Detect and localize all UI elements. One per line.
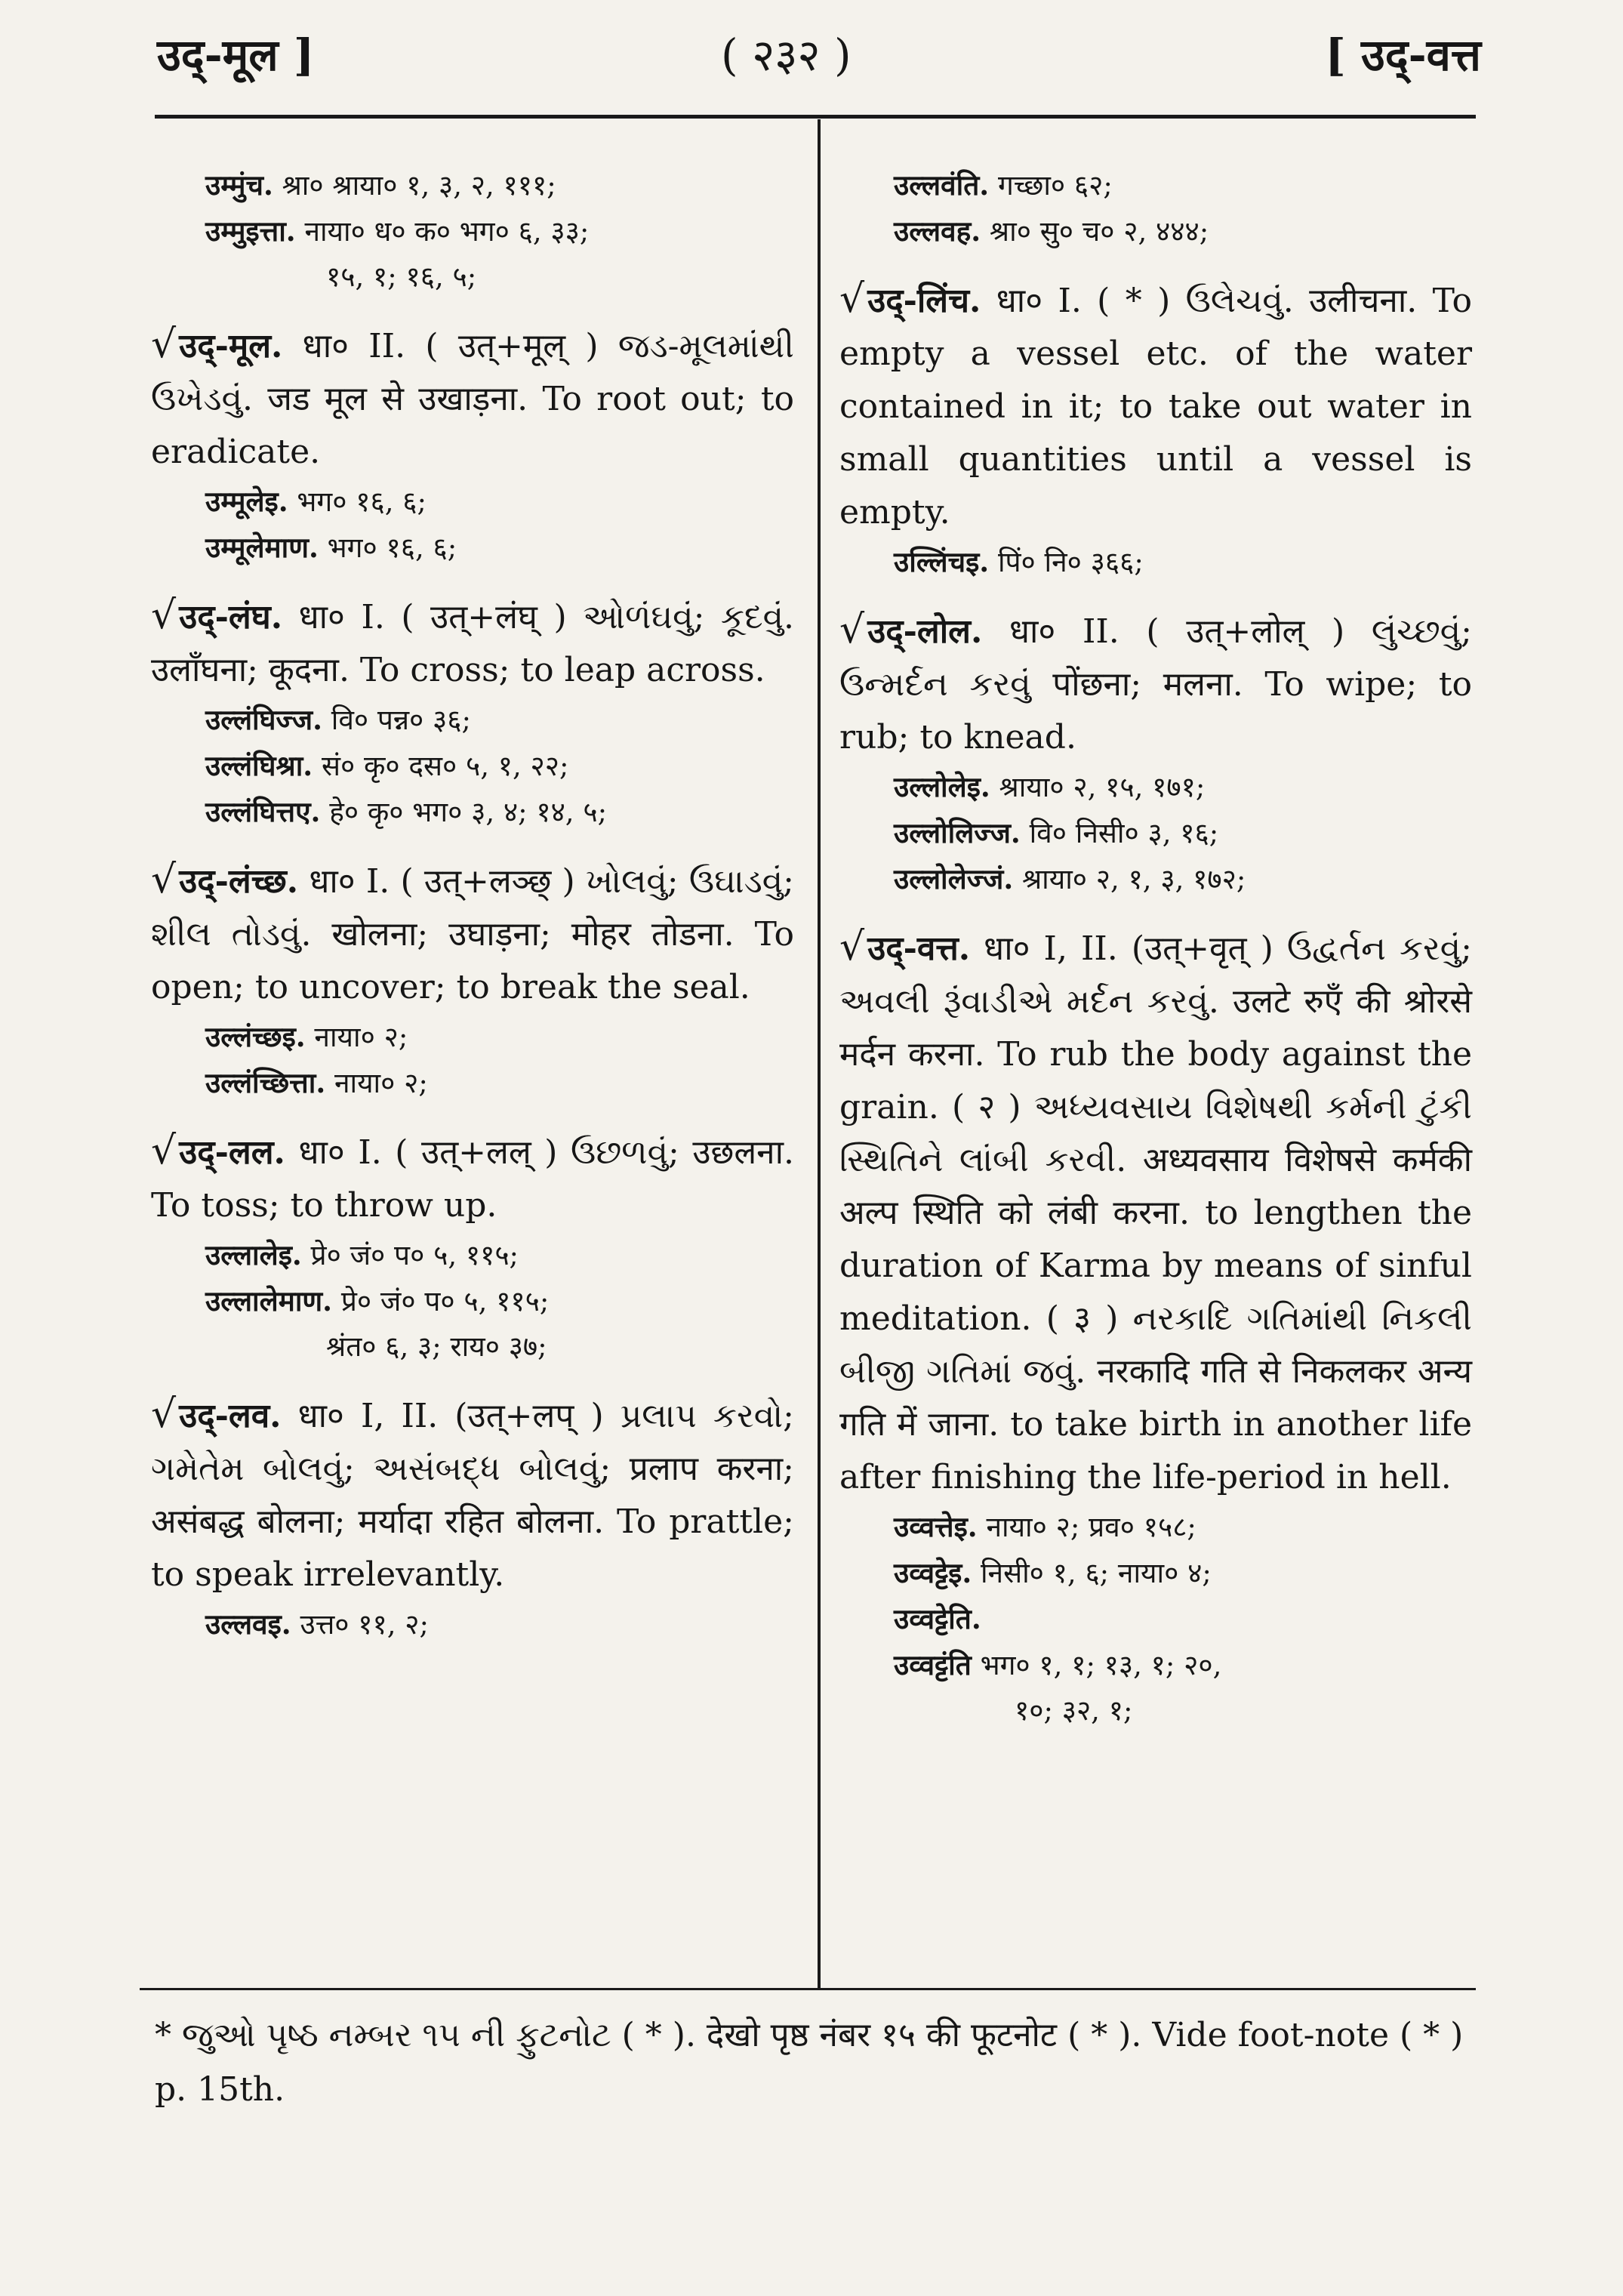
reference-line [151, 1278, 794, 1370]
reference-continuation: श्रंत० ६, ३; राय० ३७; [326, 1330, 547, 1363]
dictionary-entry [151, 853, 794, 1106]
reference-form: उल्लिंचइ. [894, 545, 990, 578]
dictionary-entry [151, 589, 794, 835]
entry-headword: उद्-मूल. [179, 327, 283, 365]
entry-body: धा० II. ( उत्+मूल् ) જડ-મૂલમાંથી ઉખેડવું. जड मूल से उखाड़ना. To root out; to eradicate. [151, 327, 794, 471]
check-mark: √ [151, 857, 177, 902]
reference-form: उल्लालेमाण. [205, 1284, 333, 1318]
entry-definition [839, 920, 1472, 1504]
reference-line [151, 789, 794, 835]
entry-definition [839, 603, 1472, 764]
entry-body: धा० I. ( उत्+लल् ) ઉછળવું; उछलना. To toss; to throw up. [151, 1133, 794, 1225]
reference-line [151, 208, 794, 300]
check-mark: √ [151, 1128, 177, 1173]
reference-form: उल्लालेइ. [205, 1238, 302, 1271]
entry-definition [839, 273, 1472, 539]
reference-form: उव्वट्टेति. [894, 1602, 981, 1635]
entry-headword: उद्-लंघ. [179, 598, 283, 636]
page-number: ( २३२ ) [721, 29, 852, 81]
reference-form: उम्मूलेइ. [205, 485, 288, 518]
reference-line [839, 1504, 1472, 1550]
reference-line [151, 162, 794, 208]
reference-form: उल्लंच्छित्ता. [205, 1066, 326, 1099]
reference-citation: प्रे० जं० प० ५, ११५; [340, 1285, 550, 1318]
reference-form: उव्वट्टंति [894, 1648, 972, 1681]
reference-line [151, 1014, 794, 1060]
reference-citation: नाया० २; [334, 1067, 428, 1099]
check-mark: √ [839, 607, 865, 652]
reference-form: उल्लवंति. [894, 168, 990, 202]
check-mark: √ [151, 593, 177, 638]
reference-line [839, 162, 1472, 208]
reference-form: उम्मूलेमाण. [205, 531, 319, 564]
reference-line [151, 479, 794, 525]
reference-line [151, 525, 794, 571]
reference-form: उव्वत्तेइ. [894, 1510, 978, 1543]
entry-body: धा० I, II. (उत्+लप् ) પ્રલાપ કરવો; ગમેતેમ બોલવું; અસંબદ્ધ બોલવું; प्रलाप करना; असंबद्ध बोलना; मर्यादा रहित बोलना. To prattle; to speak irrelevantly. [151, 1397, 794, 1594]
dictionary-entry [839, 273, 1472, 585]
reference-line [151, 1060, 794, 1106]
reference-line [839, 1550, 1472, 1596]
entry-body: धा० I. ( उत्+लंघ् ) ઓળંઘવું; કૂદવું. उलाँघना; कूदना. To cross; to leap across. [151, 598, 794, 689]
reference-form: उल्लंच्छइ. [205, 1020, 306, 1053]
reference-continuation: १५, १; १६, ५; [326, 260, 477, 293]
reference-form: उव्वट्टेइ. [894, 1556, 972, 1589]
right-column [839, 162, 1472, 1752]
reference-citation: श्राया० २, १, ३, १७२; [1021, 863, 1246, 895]
top-rule [155, 115, 1476, 119]
reference-form: उल्लंघिज्ज. [205, 703, 322, 736]
reference-form: उल्लवइ. [205, 1607, 291, 1641]
reference-citation: श्राया० २, १५, १७१; [999, 771, 1206, 803]
entry-body: धा० I, II. (उत्+वृत् ) ઉદ્વર્તન કરવું; અવલી રૂંવાડીએ મર્દન કરવું. उलटे रुएँ की श्रोरसे मर्दन करना. To rub the body against the grain. ( २ ) અધ્યવસાય વિશેષથી કર્મની ટુંકી સ્થિતિને લાંબી કરવી. अध्यवसाय विशेषसे कर्मकी अल्प स्थिति को लंबी करना. to lengthen the duration of Karma by means of sinful meditation. ( ३ ) નરકાદિ ગતિમાંથી નિકલી બીજી ગતિમાં જવું. नरकादि गति से निकलकर अन्य गति में जाना. to take birth in another life after finishing the life-period in hell. [839, 929, 1472, 1496]
entry-headword: उद्-लोल. [867, 612, 983, 651]
reference-line [839, 539, 1472, 585]
check-mark: √ [839, 924, 865, 969]
bottom-rule [140, 1988, 1476, 1990]
reference-citation: श्रा० श्राया० १, ३, २, १११; [282, 169, 556, 202]
reference-form: उल्लोलेज्जं. [894, 862, 1014, 895]
reference-line [151, 743, 794, 789]
check-mark: √ [151, 322, 177, 367]
reference-citation: श्रा० सु० च० २, ४४४; [989, 215, 1209, 248]
reference-form: उल्लोलेइ. [894, 770, 990, 803]
reference-form: उल्लंघित्तए. [205, 795, 321, 828]
reference-form: उल्लोलिज्ज. [894, 816, 1021, 849]
footnote: * જુઓ પૃષ્ઠ નમ્બર ૧૫ ની ફુટનોટ ( * ). देखो पृष्ठ नंबर १५ की फूटनोट ( * ). Vide foot-note ( * ) p. 15th. [155, 2016, 1464, 2109]
dictionary-entry [839, 603, 1472, 902]
reference-citation: नाया० ध० क० भग० ६, ३३; [304, 215, 590, 248]
entry-body: धा० I. ( उत्+लञ्छ् ) ખોલવું; ઉઘાડવું; શીલ તોડવું. खोलना; उघाड़ना; मोहर तोडना. To open; to uncover; to break the seal. [151, 862, 794, 1006]
entry-headword: उद्-लव. [179, 1397, 282, 1435]
entry-headword: उद्-लिंच. [867, 282, 981, 320]
reference-citation: भग० १६, ६; [327, 532, 457, 564]
entry-headword: उद्-लंच्छ. [179, 862, 299, 901]
entry-definition [151, 1124, 794, 1232]
entry-definition [151, 853, 794, 1014]
reference-citation: प्रे० जं० प० ५, ११५; [310, 1239, 519, 1271]
reference-line [839, 764, 1472, 810]
reference-group [151, 162, 794, 300]
reference-citation: निसी० १, ६; नाया० ४; [980, 1557, 1212, 1589]
reference-form: उल्लंघिश्रा. [205, 749, 313, 782]
dictionary-entry [151, 318, 794, 571]
reference-citation: नाया० २; प्रव० १५८; [986, 1511, 1196, 1543]
reference-form: उल्लवह. [894, 214, 981, 248]
entry-headword: उद्-वत्त. [867, 929, 971, 968]
reference-form: उम्मुंच. [205, 168, 273, 202]
check-mark: √ [151, 1391, 177, 1437]
entry-headword: उद्-लल. [179, 1133, 285, 1172]
check-mark: √ [839, 276, 865, 322]
reference-line [839, 208, 1472, 254]
reference-form: उम्मुइत्ता. [205, 214, 296, 248]
reference-citation: हे० कृ० भग० ३, ४; १४, ५; [329, 796, 608, 828]
reference-citation: गच्छा० ६२; [997, 169, 1113, 202]
entry-body: धा० I. ( * ) ઉલેચવું. उलीचना. To empty a vessel etc. of the water contained in it; to take out water in small quantities until a vessel is empty. [839, 282, 1472, 532]
entry-definition [151, 318, 794, 479]
reference-citation: सं० कृ० दस० ५, १, २२; [321, 750, 569, 782]
reference-line [151, 697, 794, 743]
reference-line [151, 1232, 794, 1278]
left-column [151, 162, 794, 1666]
reference-citation: भग० १६, ६; [297, 485, 427, 518]
reference-line [839, 1596, 1472, 1642]
reference-citation: वि० पन्न० ३६; [331, 704, 471, 736]
reference-citation: वि० निसी० ३, १६; [1029, 817, 1219, 849]
reference-line [839, 856, 1472, 902]
entry-definition [151, 1388, 794, 1601]
reference-line [839, 1642, 1472, 1734]
running-head-right: [ उद्-वत्त [1325, 29, 1481, 81]
reference-citation: पिं० नि० ३६६; [997, 546, 1144, 578]
entry-body: धा० II. ( उत्+लोल् ) લુંચ્છવું; ઉન્મર્દન કરવું पोंछना; मलना. To wipe; to rub; to knead. [839, 612, 1472, 757]
dictionary-entry [151, 1124, 794, 1370]
dictionary-entry [839, 920, 1472, 1734]
reference-citation: उत्त० ११, २; [300, 1608, 429, 1641]
entry-definition [151, 589, 794, 697]
dictionary-entry [151, 1388, 794, 1647]
reference-continuation: १०; ३२, १; [1015, 1694, 1133, 1727]
column-divider [818, 119, 821, 1989]
reference-line [839, 810, 1472, 856]
reference-group [839, 162, 1472, 254]
reference-citation: नाया० २; [314, 1021, 408, 1053]
reference-line [151, 1601, 794, 1647]
running-head-left: उद्-मूल ] [157, 29, 315, 81]
reference-citation: भग० १, १; १३, १; २०, [980, 1649, 1222, 1681]
